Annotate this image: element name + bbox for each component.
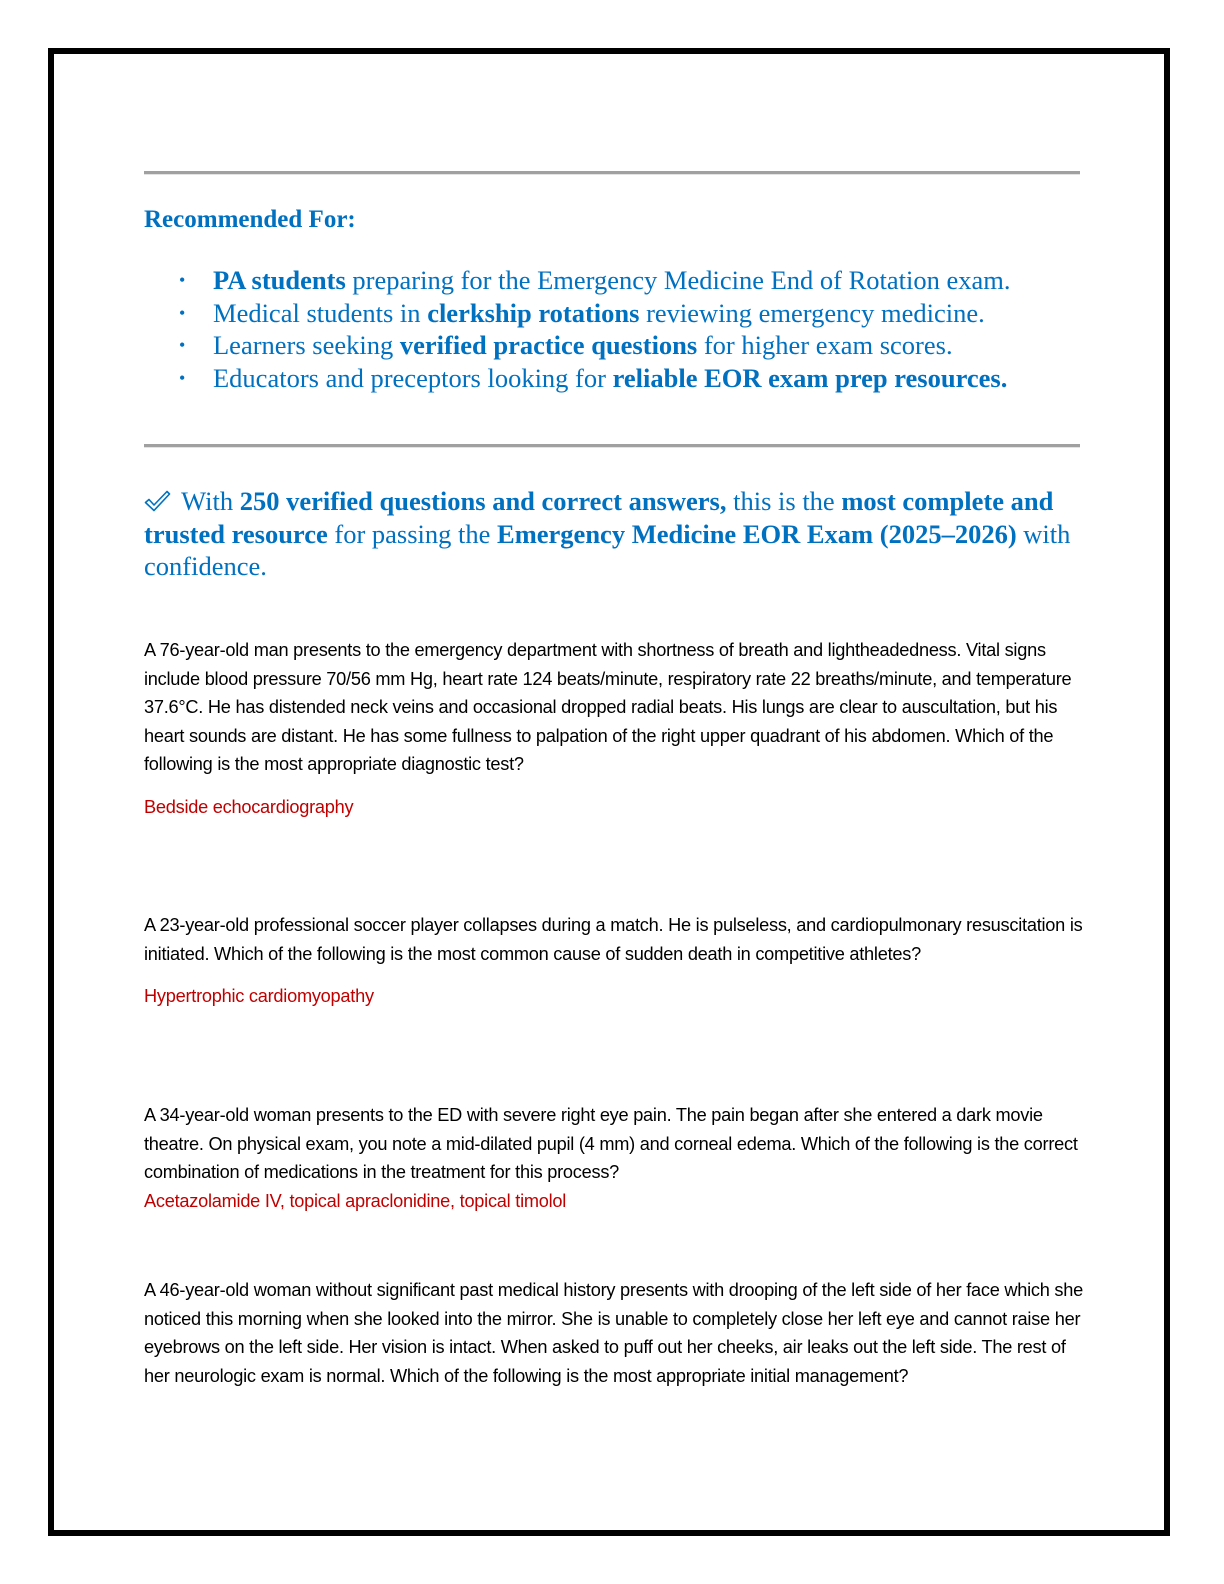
item-text: for higher exam scores.: [697, 330, 953, 360]
item-text: Learners seeking: [213, 330, 400, 360]
item-bold: reliable EOR exam prep resources.: [612, 362, 1008, 393]
item-text: reviewing emergency medicine.: [639, 297, 985, 328]
recommended-heading: Recommended For:: [144, 206, 356, 233]
summary-text: this is the: [726, 486, 842, 516]
summary-text: for passing the: [327, 518, 498, 549]
item-text: preparing for the Emergency Medicine End of Rotation exam.: [345, 265, 1011, 295]
summary-bold: most complete and trusted resource: [144, 486, 1054, 549]
bullet-icon: •: [179, 270, 186, 290]
list-item: [144, 297, 1011, 330]
list-item: [144, 329, 1011, 362]
answer-text: Bedside echocardiography: [144, 796, 354, 817]
question-text: A 23-year-old professional soccer player collapses during a match. He is pulseless, and cardiopulmonary resuscitation is initiated. Which of the following is the most common cause of sudden death in competitive athletes?: [144, 915, 1083, 964]
horizontal-rule: [144, 444, 1080, 448]
summary-text: with confidence.: [144, 518, 1071, 581]
question-block: [144, 1101, 1084, 1215]
item-bold: clerkship rotations: [427, 297, 640, 328]
horizontal-rule: [144, 171, 1080, 175]
item-text: Medical students in: [213, 297, 428, 328]
question-block: [144, 911, 1084, 1011]
summary-statement: [144, 485, 1084, 583]
question-block: [144, 636, 1084, 822]
list-item: [144, 362, 1011, 395]
question-text: A 46-year-old woman without significant past medical history presents with drooping of the left side of her face which she noticed this morning when she looked into the mirror. She is unable to completely close her left eye and cannot raise her eyebrows on the left side. Her vision is intact. When asked to puff out her cheeks, air leaks out the left side. The rest of her neurologic exam is normal. Which of the following is the most appropriate initial management?: [144, 1280, 1083, 1386]
question-text: A 76-year-old man presents to the emergency department with shortness of breath and lightheadedness. Vital signs include blood pressure 70/56 mm Hg, heart rate 124 beats/minute, respiratory rate 22 breaths/minute, and temperature 37.6°C. He has distended neck veins and occasional dropped radial beats. His lungs are clear to auscultation, but his heart sounds are distant. He has some fullness to palpation of the right upper quadrant of his abdomen. Which of the following is the most appropriate diagnostic test?: [144, 640, 1072, 775]
item-text: Educators and preceptors looking for: [213, 362, 613, 393]
answer-text: Acetazolamide IV, topical apraclonidine, topical timolol: [144, 1190, 567, 1211]
question-block: [144, 1276, 1084, 1390]
summary-bold: 250 verified questions and correct answers,: [239, 486, 727, 516]
summary-bold: Emergency Medicine EOR Exam (2025–2026): [497, 518, 1017, 549]
item-bold: PA students: [213, 265, 346, 295]
item-bold: verified practice questions: [399, 330, 698, 360]
answer-text: Hypertrophic cardiomyopathy: [144, 986, 374, 1007]
question-text: A 34-year-old woman presents to the ED with severe right eye pain. The pain began after she entered a dark movie theatre. On physical exam, you note a mid-dilated pupil (4 mm) and corneal edema. Which of the following is the correct combination of medications in the treatment for this process?: [144, 1105, 1078, 1183]
list-item: [144, 264, 1011, 297]
summary-text: With: [175, 486, 240, 516]
recommended-list: [144, 264, 1011, 394]
bullet-icon: •: [179, 302, 186, 323]
bullet-icon: •: [179, 367, 186, 388]
bullet-icon: •: [179, 335, 186, 355]
check-icon: [144, 487, 171, 509]
